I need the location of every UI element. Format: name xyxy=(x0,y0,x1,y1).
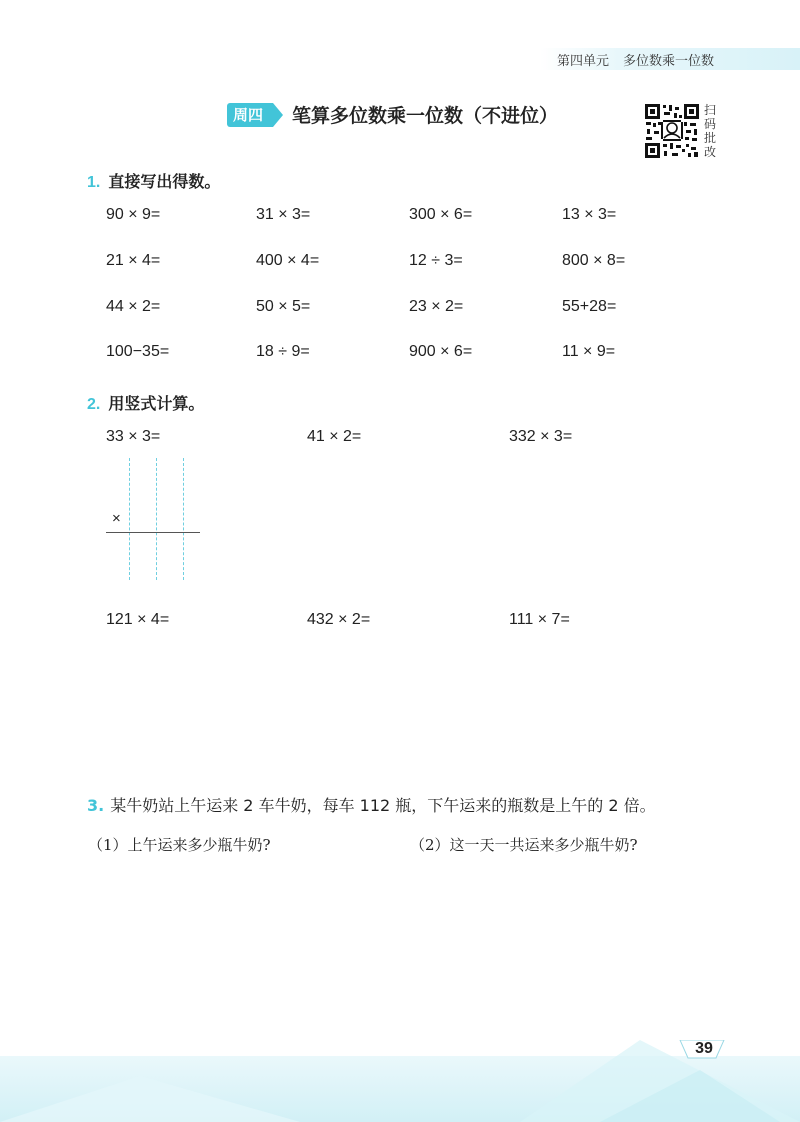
q1-expression: 18 ÷ 9= xyxy=(256,343,310,360)
qr-code-icon[interactable] xyxy=(644,103,700,159)
q1-expression: 900 × 6= xyxy=(409,343,473,360)
q1-expression: 12 ÷ 3= xyxy=(409,252,463,269)
q3-text: 某牛奶站上午运来 2 车牛奶，每车 112 瓶，下午运来的瓶数是上午的 2 倍。 xyxy=(110,796,656,815)
q2-instruction: 用竖式计算。 xyxy=(108,394,205,413)
page-number: 39 xyxy=(695,1040,713,1057)
footer-decoration xyxy=(0,1040,800,1122)
q1-number: 1. xyxy=(87,174,101,191)
q3-problem xyxy=(87,793,656,816)
q2-expression: 121 × 4= xyxy=(106,611,170,628)
q2-expression: 332 × 3= xyxy=(509,428,573,445)
q1-expression: 100−35= xyxy=(106,343,170,360)
q1-expression: 31 × 3= xyxy=(256,206,311,223)
q1-expression: 55+28= xyxy=(562,298,617,315)
header-unit: 第四单元 xyxy=(556,54,609,69)
q3-number: 3. xyxy=(87,796,105,815)
q1-expression: 50 × 5= xyxy=(256,298,311,315)
q1-expression: 21 × 4= xyxy=(106,252,161,269)
guide-line xyxy=(183,458,184,580)
result-line xyxy=(106,532,200,533)
q2-expression: 41 × 2= xyxy=(307,428,362,445)
q1-expression: 13 × 3= xyxy=(562,206,617,223)
q1-instruction: 直接写出得数。 xyxy=(108,172,221,191)
q2-number: 2. xyxy=(87,396,101,413)
q2-expression: 432 × 2= xyxy=(307,611,371,628)
lesson-title: 笔算多位数乘一位数（不进位） xyxy=(292,105,559,127)
q2-expression: 33 × 3= xyxy=(106,428,161,445)
q2-expression: 111 × 7= xyxy=(509,611,570,628)
q1-expression: 23 × 2= xyxy=(409,298,464,315)
guide-line xyxy=(156,458,157,580)
q1-expression: 400 × 4= xyxy=(256,252,320,269)
vertical-calc-template[interactable] xyxy=(104,458,204,583)
q1-expression: 44 × 2= xyxy=(106,298,161,315)
q1-expression: 300 × 6= xyxy=(409,206,473,223)
header-topic: 多位数乘一位数 xyxy=(622,54,714,69)
q3-sub-question-1: （1）上午运来多少瓶牛奶? xyxy=(88,836,271,854)
day-badge: 周四 xyxy=(227,103,273,127)
qr-label: 扫码批改 xyxy=(704,103,717,159)
q1-heading xyxy=(87,169,220,192)
times-sign: × xyxy=(112,510,121,527)
running-header xyxy=(557,50,714,69)
q3-sub-question-2: （2）这一天一共运来多少瓶牛奶? xyxy=(410,836,638,854)
q1-expression: 800 × 8= xyxy=(562,252,626,269)
q1-expression: 90 × 9= xyxy=(106,206,161,223)
q2-heading xyxy=(87,391,204,414)
guide-line xyxy=(129,458,130,580)
q1-expression: 11 × 9= xyxy=(562,343,616,360)
